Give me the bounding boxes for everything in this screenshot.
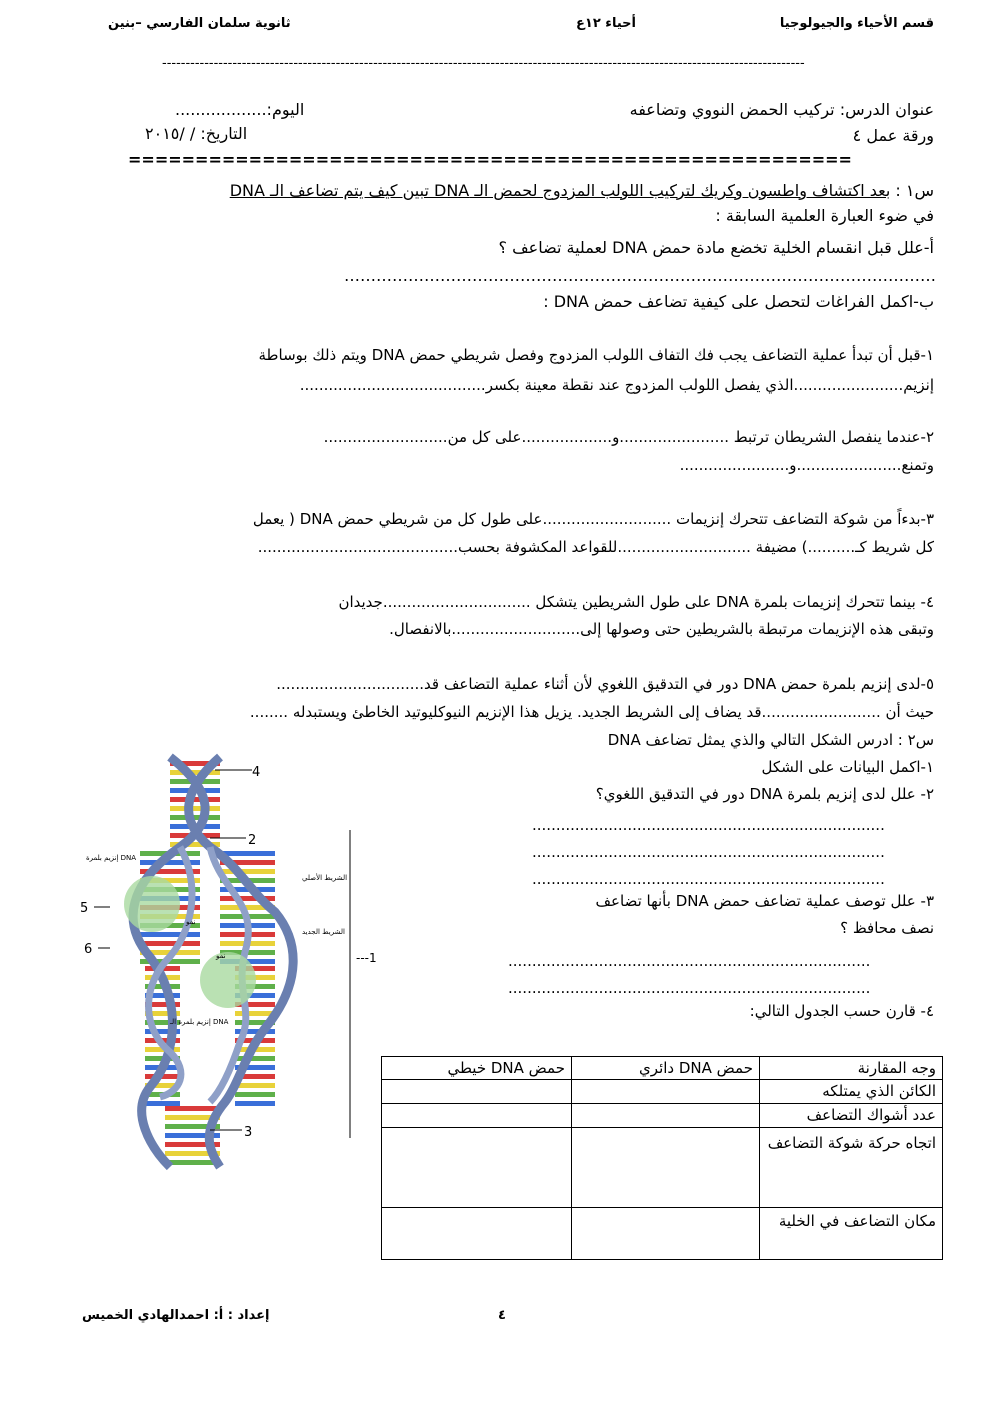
base-pair-rung: [220, 851, 275, 856]
base-pair-rung: [170, 815, 220, 820]
q1-item4-line1: ٤- بينما تتحرك إنزيمات بلمرة DNA على طول الشريطين يتشكل ...............................جديدان: [338, 593, 934, 611]
base-pair-rung: [235, 1011, 275, 1016]
table-header-row: [382, 1057, 943, 1080]
q2-sub3-answer-line-1[interactable]: ............................................................................: [508, 952, 871, 970]
polymerase-top: [124, 876, 180, 932]
table-cell[interactable]: [382, 1080, 572, 1104]
label-new-strand: الشريط الجديد: [302, 928, 345, 936]
base-pair-rung: [170, 797, 220, 802]
table-row-label: اتجاه حركة شوكة التضاعف: [760, 1128, 943, 1208]
table-cell[interactable]: [382, 1104, 572, 1128]
base-pair-rung: [170, 806, 220, 811]
table-header-cell: حمض DNA دائري: [572, 1057, 760, 1080]
polymerase-bottom: [200, 952, 256, 1008]
q2-title: س٢ : ادرس الشكل التالي والذي يمثل تضاعف DNA: [607, 731, 934, 749]
q1-part-b: ب-اكمل الفراغات لتحصل على كيفية تضاعف حمض DNA :: [543, 292, 934, 311]
author-credit: إعداد : أ: احمدالهادي الخميس: [82, 1308, 270, 1323]
base-pair-rung: [235, 1083, 275, 1088]
q2-sub2: ٢- علل لدى إنزيم بلمرة DNA دور في التدقيق اللغوي؟: [595, 785, 934, 803]
table-cell[interactable]: [572, 1080, 760, 1104]
base-pair-rung: [235, 1101, 275, 1106]
q2-sub4: ٤- قارن حسب الجدول التالي:: [749, 1002, 934, 1020]
q1-item5-line2: حيث أن .........................قد يضاف إلى الشريط الجديد. يزيل هذا الإنزيم النيوكليوتيد الخاطئ ويستبدله ........: [249, 703, 934, 721]
course-name: أحياء ١٢ع: [576, 16, 636, 31]
base-pair-rung: [140, 941, 200, 946]
comparison-table: [381, 1056, 943, 1260]
dna-replication-figure: [70, 752, 400, 1172]
q1-item5-line1: ٥-لدى إنزيم بلمرة حمض DNA دور في التدقيق اللغوي لأن أثناء عملية التضاعف قد...............................: [276, 675, 934, 693]
base-pair-rung: [145, 1101, 180, 1106]
table-cell[interactable]: [572, 1104, 760, 1128]
q2-sub2-answer-line-1[interactable]: ..........................................................................: [532, 816, 885, 834]
day-field: اليوم:..................: [175, 100, 305, 119]
q2-sub3-line1: ٣- علل توصف عملية تضاعف حمض DNA بأنها تضاعف: [595, 892, 934, 910]
label-number-3: 3: [244, 1125, 253, 1140]
q1-prefix: س١ :: [890, 181, 934, 200]
label-number-5: 5: [80, 901, 89, 916]
label-number-2: 2: [248, 833, 257, 848]
q1-part-a-answer-line[interactable]: …………………………………………………………………………………………………: [344, 266, 936, 285]
base-pair-rung: [170, 770, 220, 775]
base-pair-rung: [235, 1056, 275, 1061]
table-cell[interactable]: [382, 1208, 572, 1260]
q1-item2-line2: وتمنع......................و.......................: [679, 456, 934, 474]
table-row-label: عدد أشواك التضاعف: [760, 1104, 943, 1128]
table-row: [382, 1208, 943, 1260]
date-field: التاريخ: / /٢٠١٥: [145, 124, 248, 143]
q1-item3-line2: كل شريط كـ..........) مضيفة ............................للقواعد المكشوفة بحسب..........................................: [257, 538, 934, 556]
table-row-label: مكان التضاعف في الخلية: [760, 1208, 943, 1260]
table-row: [382, 1104, 943, 1128]
q1-item1-line2: إنزيم.......................الذي يفصل اللولب المزدوج عند نقطة معينة بكسر.......................................: [299, 376, 934, 394]
base-pair-rung: [235, 1092, 275, 1097]
table-cell[interactable]: [572, 1208, 760, 1260]
q1-stem: [230, 181, 934, 200]
table-header-cell: حمض DNA خيطي: [382, 1057, 572, 1080]
q1-stem-line2: في ضوء العبارة العلمية السابقة :: [715, 206, 934, 225]
q1-item3-line1: ٣-بدءاً من شوكة التضاعف تتحرك إنزيمات ...........................على طول كل من شريطي حمض DNA ( يعمل: [252, 510, 934, 528]
double-divider: ======================================================: [128, 150, 852, 169]
q2-sub3-answer-line-2[interactable]: ............................................................................: [508, 979, 871, 997]
q1-item1-line1: ١-قبل أن تبدأ عملية التضاعف يجب فك التفاف اللولب المزدوج وفصل شريطي حمض DNA ويتم ذلك بوساطة: [258, 346, 934, 364]
label-number-6: 6: [84, 942, 93, 957]
page-number: ٤: [498, 1308, 506, 1323]
dashed-divider: -----------------------------------------------------------------------------------------------------------------------------------------: [162, 56, 805, 71]
table-row: [382, 1128, 943, 1208]
label-number-4: 4: [252, 765, 261, 780]
label-enzyme-bottom: إنزيم بلمرة الـ DNA: [170, 1018, 229, 1026]
department-name: قسم الأحياء والجيولوجيا: [779, 16, 934, 31]
q1-stem-underlined: بعد اكتشاف واطسون وكريك لتركيب اللولب المزدوج لحمض الـ DNA تبين كيف يتم تضاعف الـ DNA: [229, 181, 891, 200]
label-growth-top: نمو: [186, 918, 196, 926]
school-name: ثانوية سلمان الفارسي –بنين: [108, 16, 291, 31]
label-number-1: ---1: [356, 951, 377, 965]
base-pair-rung: [165, 1106, 220, 1111]
label-enzyme-top: إنزيم بلمرة DNA: [86, 854, 137, 862]
q1-item4-line2: وتبقى هذه الإنزيمات مرتبطة بالشريطين حتى وصولها إلى...........................بالانفصال.: [389, 620, 934, 638]
q2-sub2-answer-line-2[interactable]: ..........................................................................: [532, 843, 885, 861]
q2-sub3-line2: نصف محافظ ؟: [840, 919, 934, 937]
base-pair-rung: [140, 932, 200, 937]
label-growth-bottom: نمو: [216, 952, 226, 960]
lesson-title: عنوان الدرس: تركيب الحمض النووي وتضاعفه: [629, 100, 934, 119]
table-cell[interactable]: [572, 1128, 760, 1208]
table-header-cell: وجه المقارنة: [760, 1057, 943, 1080]
q1-item2-line1: ٢-عندما ينفصل الشريطان ترتبط .......................و...................على كل من..........................: [323, 428, 934, 446]
label-original-strand: الشريط الأصلي: [302, 874, 348, 882]
table-row-label: الكائن الذي يمتلكه: [760, 1080, 943, 1104]
table-cell[interactable]: [382, 1128, 572, 1208]
table-row: [382, 1080, 943, 1104]
worksheet-number: ورقة عمل ٤: [852, 126, 934, 145]
q2-sub2-answer-line-3[interactable]: ..........................................................................: [532, 870, 885, 888]
q2-sub1: ١-اكمل البيانات على الشكل: [761, 758, 934, 776]
q1-part-a: أ-علل قبل انقسام الخلية تخضع مادة حمض DNA لعملية تضاعف ؟: [498, 238, 934, 257]
base-pair-rung: [220, 869, 275, 874]
